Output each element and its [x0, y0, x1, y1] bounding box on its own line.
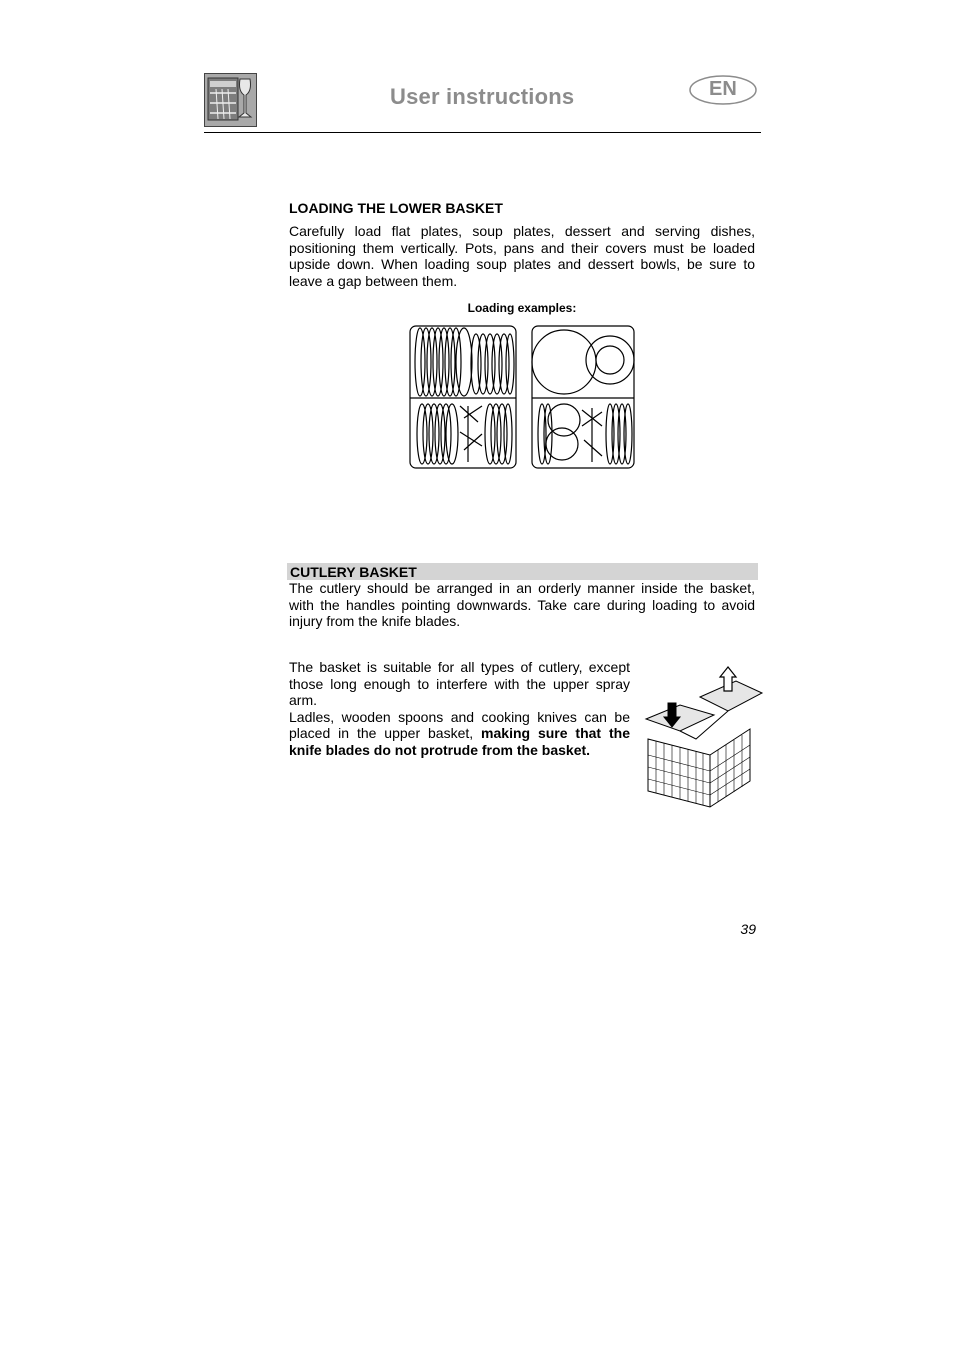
- ladles-text-prefix: Ladles, wooden spoons and cooking knives can be placed in the upper basket,: [289, 708, 630, 741]
- page-title: User instructions: [390, 84, 575, 109]
- page-number: 39: [740, 921, 756, 937]
- dishwasher-logo-icon: [204, 73, 257, 127]
- header-divider: [204, 132, 761, 133]
- lower-basket-heading: LOADING THE LOWER BASKET: [289, 200, 503, 216]
- cutlery-basket-heading: CUTLERY BASKET: [290, 564, 417, 580]
- cutlery-basket-notes: [289, 659, 630, 758]
- language-badge: EN: [709, 78, 737, 100]
- cutlery-basket-body: The cutlery should be arranged in an orderly manner inside the basket, with the handles pointing downwards. Take care during loading to avoid injury from the knife blades.: [289, 580, 755, 629]
- ladles-text: [289, 709, 630, 759]
- basket-suitability-text: The basket is suitable for all types of cutlery, except those long enough to interfere with the upper spray arm.: [289, 659, 630, 708]
- lower-basket-body: Carefully load flat plates, soup plates, dessert and serving dishes, positioning them vertically. Pots, pans and their covers must be loaded upside down. When loading soup plates and dessert bowls, be sure to leave a gap between them.: [289, 223, 755, 289]
- loading-examples-caption: Loading examples:: [467, 301, 577, 315]
- cutlery-basket-illustration: [640, 655, 766, 815]
- loading-examples-illustration: [406, 322, 638, 472]
- ladles-text-warning: making sure that the knife blades do not protrude from the basket.: [289, 725, 630, 758]
